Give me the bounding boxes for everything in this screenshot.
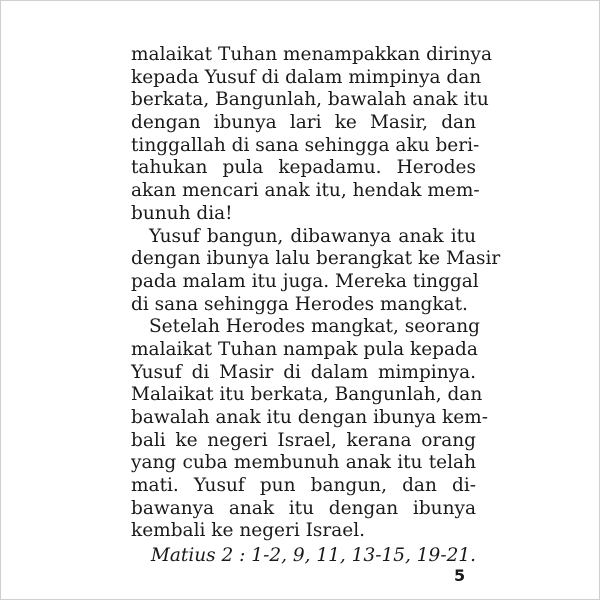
text-line: dengan ibunya lalu berangkat ke Masir — [131, 248, 501, 270]
text-line: tahukan pula kepadamu. Herodes — [131, 157, 476, 179]
page-number: 5 — [454, 566, 466, 585]
text-line: pada malam itu juga. Mereka tinggal — [131, 270, 479, 292]
text-line: akan mencari anak itu, hendak mem- — [131, 180, 480, 202]
text-line: bawalah anak itu dengan ibunya kem- — [131, 407, 488, 428]
text-line: mati. Yusuf pun bangun, dan di- — [131, 475, 476, 497]
text-line: dengan ibunya lari ke Masir, dan — [131, 112, 476, 134]
text-line: kepada Yusuf di dalam mimpinya dan — [131, 66, 482, 88]
text-line: Setelah Herodes mangkat, seorang — [149, 316, 480, 338]
body-text — [131, 44, 501, 569]
text-line: Malaikat itu berkata, Bangunlah, dan — [131, 384, 483, 406]
text-line: bali ke negeri Israel, kerana orang — [131, 429, 476, 451]
text-line: kembali ke negeri Israel. — [131, 520, 366, 542]
text-line: bawanya anak itu dengan ibunya — [131, 497, 476, 519]
text-line: Yusuf bangun, dibawanya anak itu — [149, 225, 476, 247]
text-line: Yusuf di Masir di dalam mimpinya. — [131, 361, 476, 383]
text-line: tinggallah di sana sehingga aku beri- — [131, 134, 480, 156]
text-line: di sana sehingga Herodes mangkat. — [131, 293, 468, 315]
text-line: malaikat Tuhan nampak pula kepada — [131, 338, 478, 360]
scripture-citation: Matius 2 : 1-2, 9, 11, 13-15, 19-21. — [150, 545, 476, 567]
text-line: bunuh dia! — [131, 202, 233, 224]
text-line: yang cuba membunuh anak itu telah — [131, 452, 476, 474]
text-line: berkata, Bangunlah, bawalah anak itu — [131, 89, 489, 111]
text-line: malaikat Tuhan menampakkan dirinya — [131, 44, 492, 65]
